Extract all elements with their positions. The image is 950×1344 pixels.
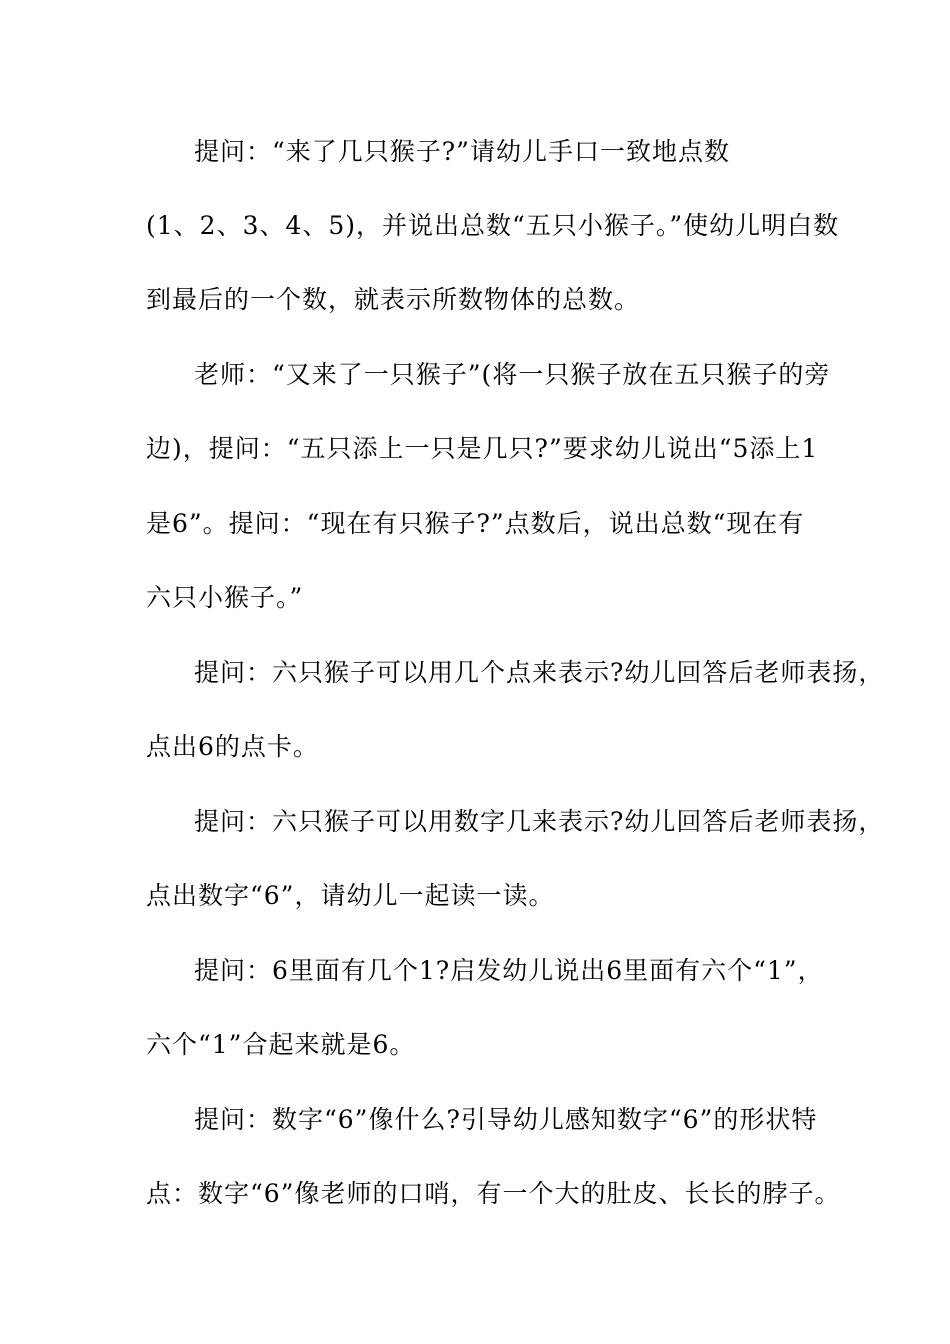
paragraph-6-line-1: 提问：数字“6”像什么?引导幼儿感知数字“6”的形状特 xyxy=(194,1105,818,1134)
paragraph-6-line-2: 点：数字“6”像老师的口哨，有一个大的肚皮、长长的脖子。 xyxy=(146,1179,841,1208)
paragraph-1-line-1: 提问：“来了几只猴子?”请幼儿手口一致地点数 xyxy=(194,137,730,166)
paragraph-4-line-2: 点出数字“6”，请幼儿一起读一读。 xyxy=(146,881,555,910)
paragraph-2-line-1: 老师：“又来了一只猴子”(将一只猴子放在五只猴子的旁 xyxy=(194,360,831,389)
paragraph-5-line-2: 六个“1”合起来就是6。 xyxy=(146,1030,416,1059)
paragraph-3-line-1: 提问：六只猴子可以用几个点来表示?幼儿回答后老师表扬， xyxy=(194,658,885,687)
paragraph-2-line-2: 边)，提问：“五只添上一只是几只?”要求幼儿说出“5添上1 xyxy=(146,434,819,463)
paragraph-5-line-1: 提问：6里面有几个1?启发幼儿说出6里面有六个“1”， xyxy=(194,956,824,985)
paragraph-2-line-4: 六只小猴子。” xyxy=(146,583,304,612)
paragraph-2-line-3: 是6”。提问：“现在有只猴子?”点数后，说出总数“现在有 xyxy=(146,509,805,538)
paragraph-1-line-2: (1、2、3、4、5)，并说出总数“五只小猴子。”使幼儿明白数 xyxy=(146,211,840,240)
paragraph-4-line-1: 提问：六只猴子可以用数字几来表示?幼儿回答后老师表扬， xyxy=(194,807,885,836)
paragraph-1-line-3: 到最后的一个数，就表示所数物体的总数。 xyxy=(146,285,641,314)
paragraph-3-line-2: 点出6的点卡。 xyxy=(146,732,319,761)
